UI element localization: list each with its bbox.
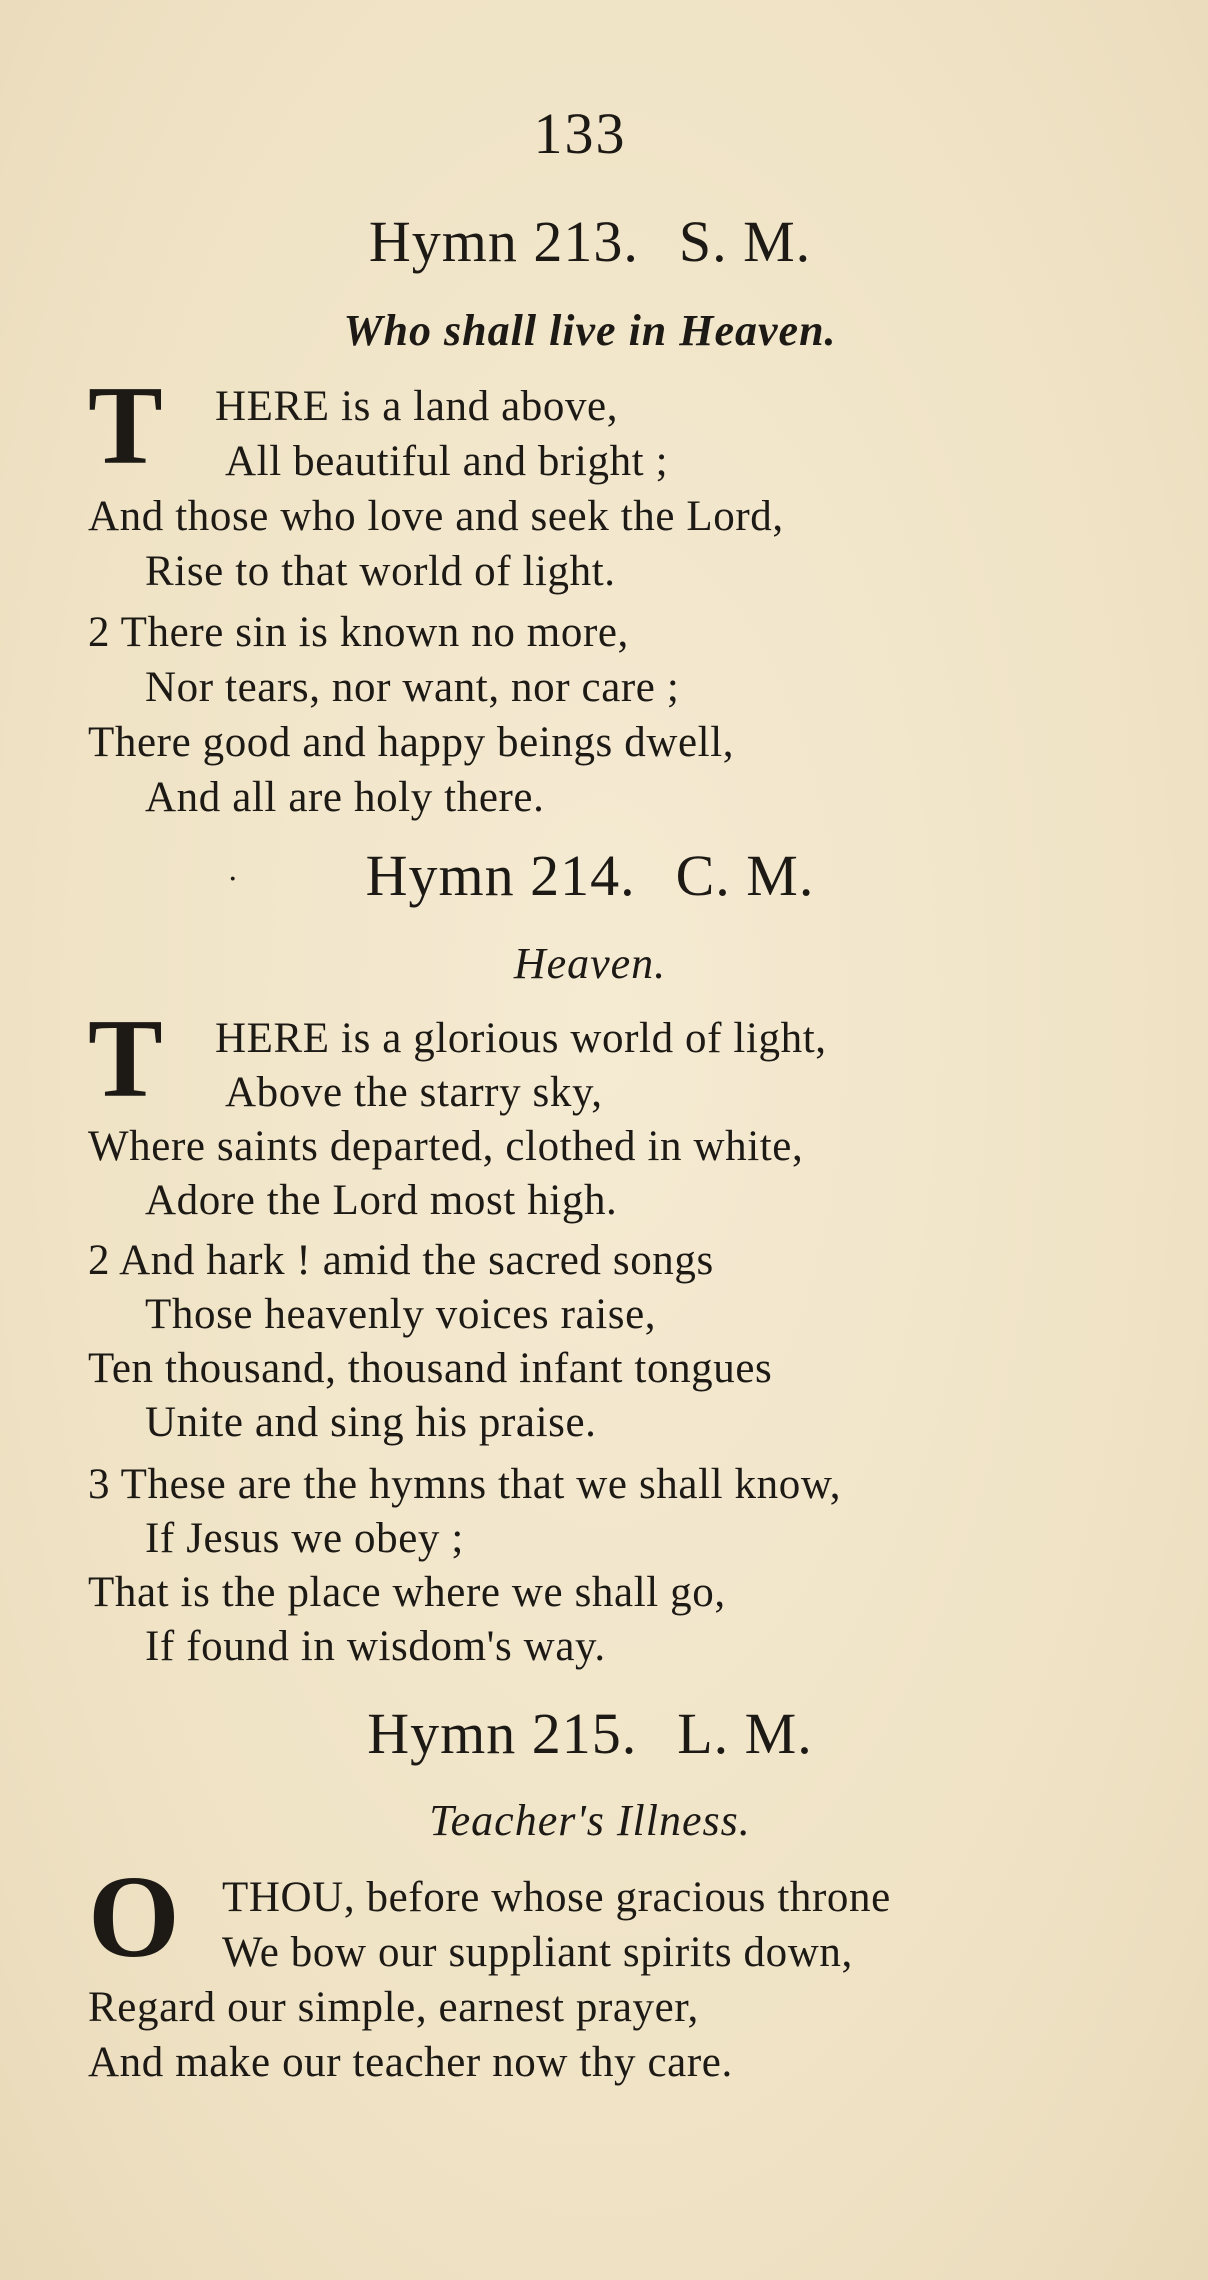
hymn-214-line-8: Unite and sing his praise. [145,1399,597,1446]
hymn-214-heading [0,842,1180,909]
hymn-213-line-5: 2 There sin is known no more, [88,609,629,656]
hymn-213-line-2: All beautiful and bright ; [225,438,669,485]
hymn-213-line-3: And those who love and seek the Lord, [88,493,784,540]
hymn-214-line-1: HERE is a glorious world of light, [215,1015,827,1062]
hymn-214-line-11: That is the place where we shall go, [88,1569,726,1616]
hymn-214-line-2: Above the starry sky, [225,1069,603,1116]
hymn-215-line-3: Regard our simple, earnest prayer, [88,1984,699,2031]
hymn-214-subject: Heaven. [513,939,667,988]
hymn-214-line-3: Where saints departed, clothed in white, [88,1123,804,1170]
hymn-213-line-1: HERE is a land above, [215,383,619,430]
hymn-215-meter: L. M. [677,1701,813,1766]
hymn-214-line-6: Those heavenly voices raise, [145,1291,657,1338]
decorative-dot: · [228,862,238,897]
hymn-213-line-7: There good and happy beings dwell, [88,719,735,766]
hymn-213-line-8: And all are holy there. [145,774,545,821]
hymn-215-line-4: And make our teacher now thy care. [88,2039,733,2086]
hymn-213-heading [0,208,1180,275]
hymn-213-number: Hymn 213. [368,209,639,274]
hymn-213-line-6: Nor tears, nor want, nor care ; [145,664,680,711]
hymn-214-line-4: Adore the Lord most high. [145,1177,618,1224]
hymn-215-line-2: We bow our suppliant spirits down, [222,1929,853,1976]
hymn-213-subject: Who shall live in Heaven. [343,306,837,355]
hymn-215-heading [0,1700,1180,1767]
hymn-215-subject: Teacher's Illness. [429,1796,751,1845]
hymn-215-number: Hymn 215. [367,1701,638,1766]
hymn-214-line-9: 3 These are the hymns that we shall know, [88,1461,842,1508]
hymn-213-meter: S. M. [678,209,812,274]
hymn-214-line-12: If found in wisdom's way. [145,1623,606,1670]
hymn-214-line-10: If Jesus we obey ; [145,1515,464,1562]
hymn-213-line-4: Rise to that world of light. [145,548,616,595]
hymn-213-drop-cap: T [88,364,163,488]
hymn-214-number: Hymn 214. [365,843,636,908]
hymn-214-line-7: Ten thousand, thousand infant tongues [88,1345,773,1392]
hymn-215-drop-cap: O [88,1851,180,1982]
page-number: 133 [533,101,627,166]
hymn-214-drop-cap: T [88,997,163,1121]
hymn-215-line-1: THOU, before whose gracious throne [222,1874,891,1921]
hymn-214-meter: C. M. [675,843,815,908]
hymn-214-line-5: 2 And hark ! amid the sacred songs [88,1237,714,1284]
